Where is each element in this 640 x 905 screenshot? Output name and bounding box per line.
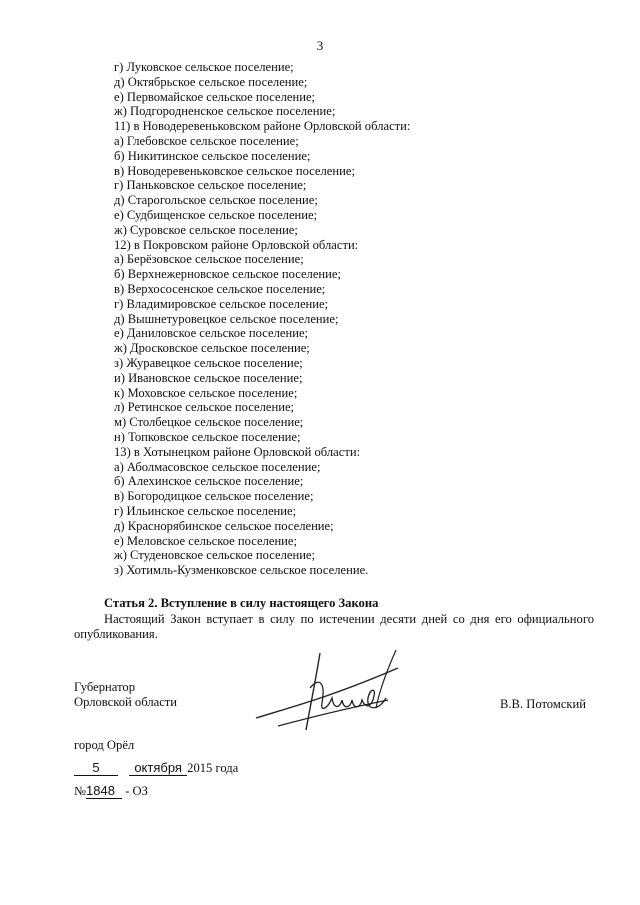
list-item: б) Алехинское сельское поселение; [114, 474, 304, 489]
list-item: е) Первомайское сельское поселение; [114, 89, 316, 104]
list-item: 12) в Покровском районе Орловской области: [114, 237, 359, 252]
list-item: е) Меловское сельское поселение; [114, 533, 298, 548]
date-day: 5 [74, 760, 118, 776]
list-item: 13) в Хотынецком районе Орловской области: [114, 444, 361, 459]
list-item: 11) в Новодеревеньковском районе Орловской области: [114, 119, 411, 134]
list-item: е) Судбищенское сельское поселение; [114, 207, 318, 222]
list-item: а) Берёзовское сельское поселение; [114, 252, 304, 267]
law-number-line [74, 783, 148, 799]
article-heading: Статья 2. Вступление в силу настоящего Закона [104, 596, 379, 610]
governor-name: В.В. Потомский [500, 697, 587, 711]
date-month: октября [129, 760, 187, 776]
list-item: г) Владимировское сельское поселение; [114, 296, 329, 311]
list-item: ж) Дросковское сельское поселение; [114, 341, 310, 356]
handwritten-signature [248, 648, 408, 738]
list-item: м) Столбецкое сельское поселение; [114, 415, 304, 430]
article-text: Настоящий Закон вступает в силу по истечении десяти дней со дня его официального опубликования. [74, 612, 594, 641]
list-item: г) Паньковское сельское поселение; [114, 178, 307, 193]
list-item: б) Никитинское сельское поселение; [114, 148, 311, 163]
list-item: д) Октябрьское сельское поселение; [114, 74, 308, 89]
list-item: г) Луковское сельское поселение; [114, 60, 294, 74]
list-item: л) Ретинское сельское поселение; [114, 400, 295, 415]
governor-region: Орловской области [74, 695, 178, 709]
list-item: б) Верхнежерновское сельское поселение; [114, 267, 341, 282]
list-item: д) Краснорябинское сельское поселение; [114, 518, 334, 533]
list-item: а) Аболмасовское сельское поселение; [114, 459, 321, 474]
date-line [74, 760, 238, 776]
list-item: г) Ильинское сельское поселение; [114, 503, 297, 518]
settlement-list [114, 60, 410, 578]
city: город Орёл [74, 738, 135, 752]
number-suffix: - ОЗ [125, 784, 148, 798]
governor-title: Губернатор [74, 680, 135, 694]
list-item: ж) Суровское сельское поселение; [114, 222, 298, 237]
number-prefix: № [74, 784, 87, 798]
list-item: в) Новодеревеньковское сельское поселение; [114, 163, 355, 178]
list-item: ж) Студеновское сельское поселение; [114, 548, 316, 563]
list-item: д) Вышнетуровецкое сельское поселение; [114, 311, 339, 326]
list-item: з) Журавецкое сельское поселение; [114, 355, 303, 370]
list-item: ж) Подгородненское сельское поселение; [114, 104, 336, 119]
list-item: к) Моховское сельское поселение; [114, 385, 298, 400]
list-item: в) Богородицкое сельское поселение; [114, 489, 314, 504]
list-item: н) Топковское сельское поселение; [114, 429, 301, 444]
date-year: 2015 года [187, 761, 239, 775]
list-item: а) Глебовское сельское поселение; [114, 133, 299, 148]
list-item: е) Даниловское сельское поселение; [114, 326, 309, 341]
page-number: 3 [316, 38, 324, 53]
list-item: з) Хотимль-Кузменковское сельское поселение. [114, 563, 369, 578]
list-item: в) Верхососенское сельское поселение; [114, 281, 326, 296]
list-item: и) Ивановское сельское поселение; [114, 370, 303, 385]
list-item: д) Старогольское сельское поселение; [114, 193, 318, 208]
law-number: 1848 [86, 783, 122, 799]
